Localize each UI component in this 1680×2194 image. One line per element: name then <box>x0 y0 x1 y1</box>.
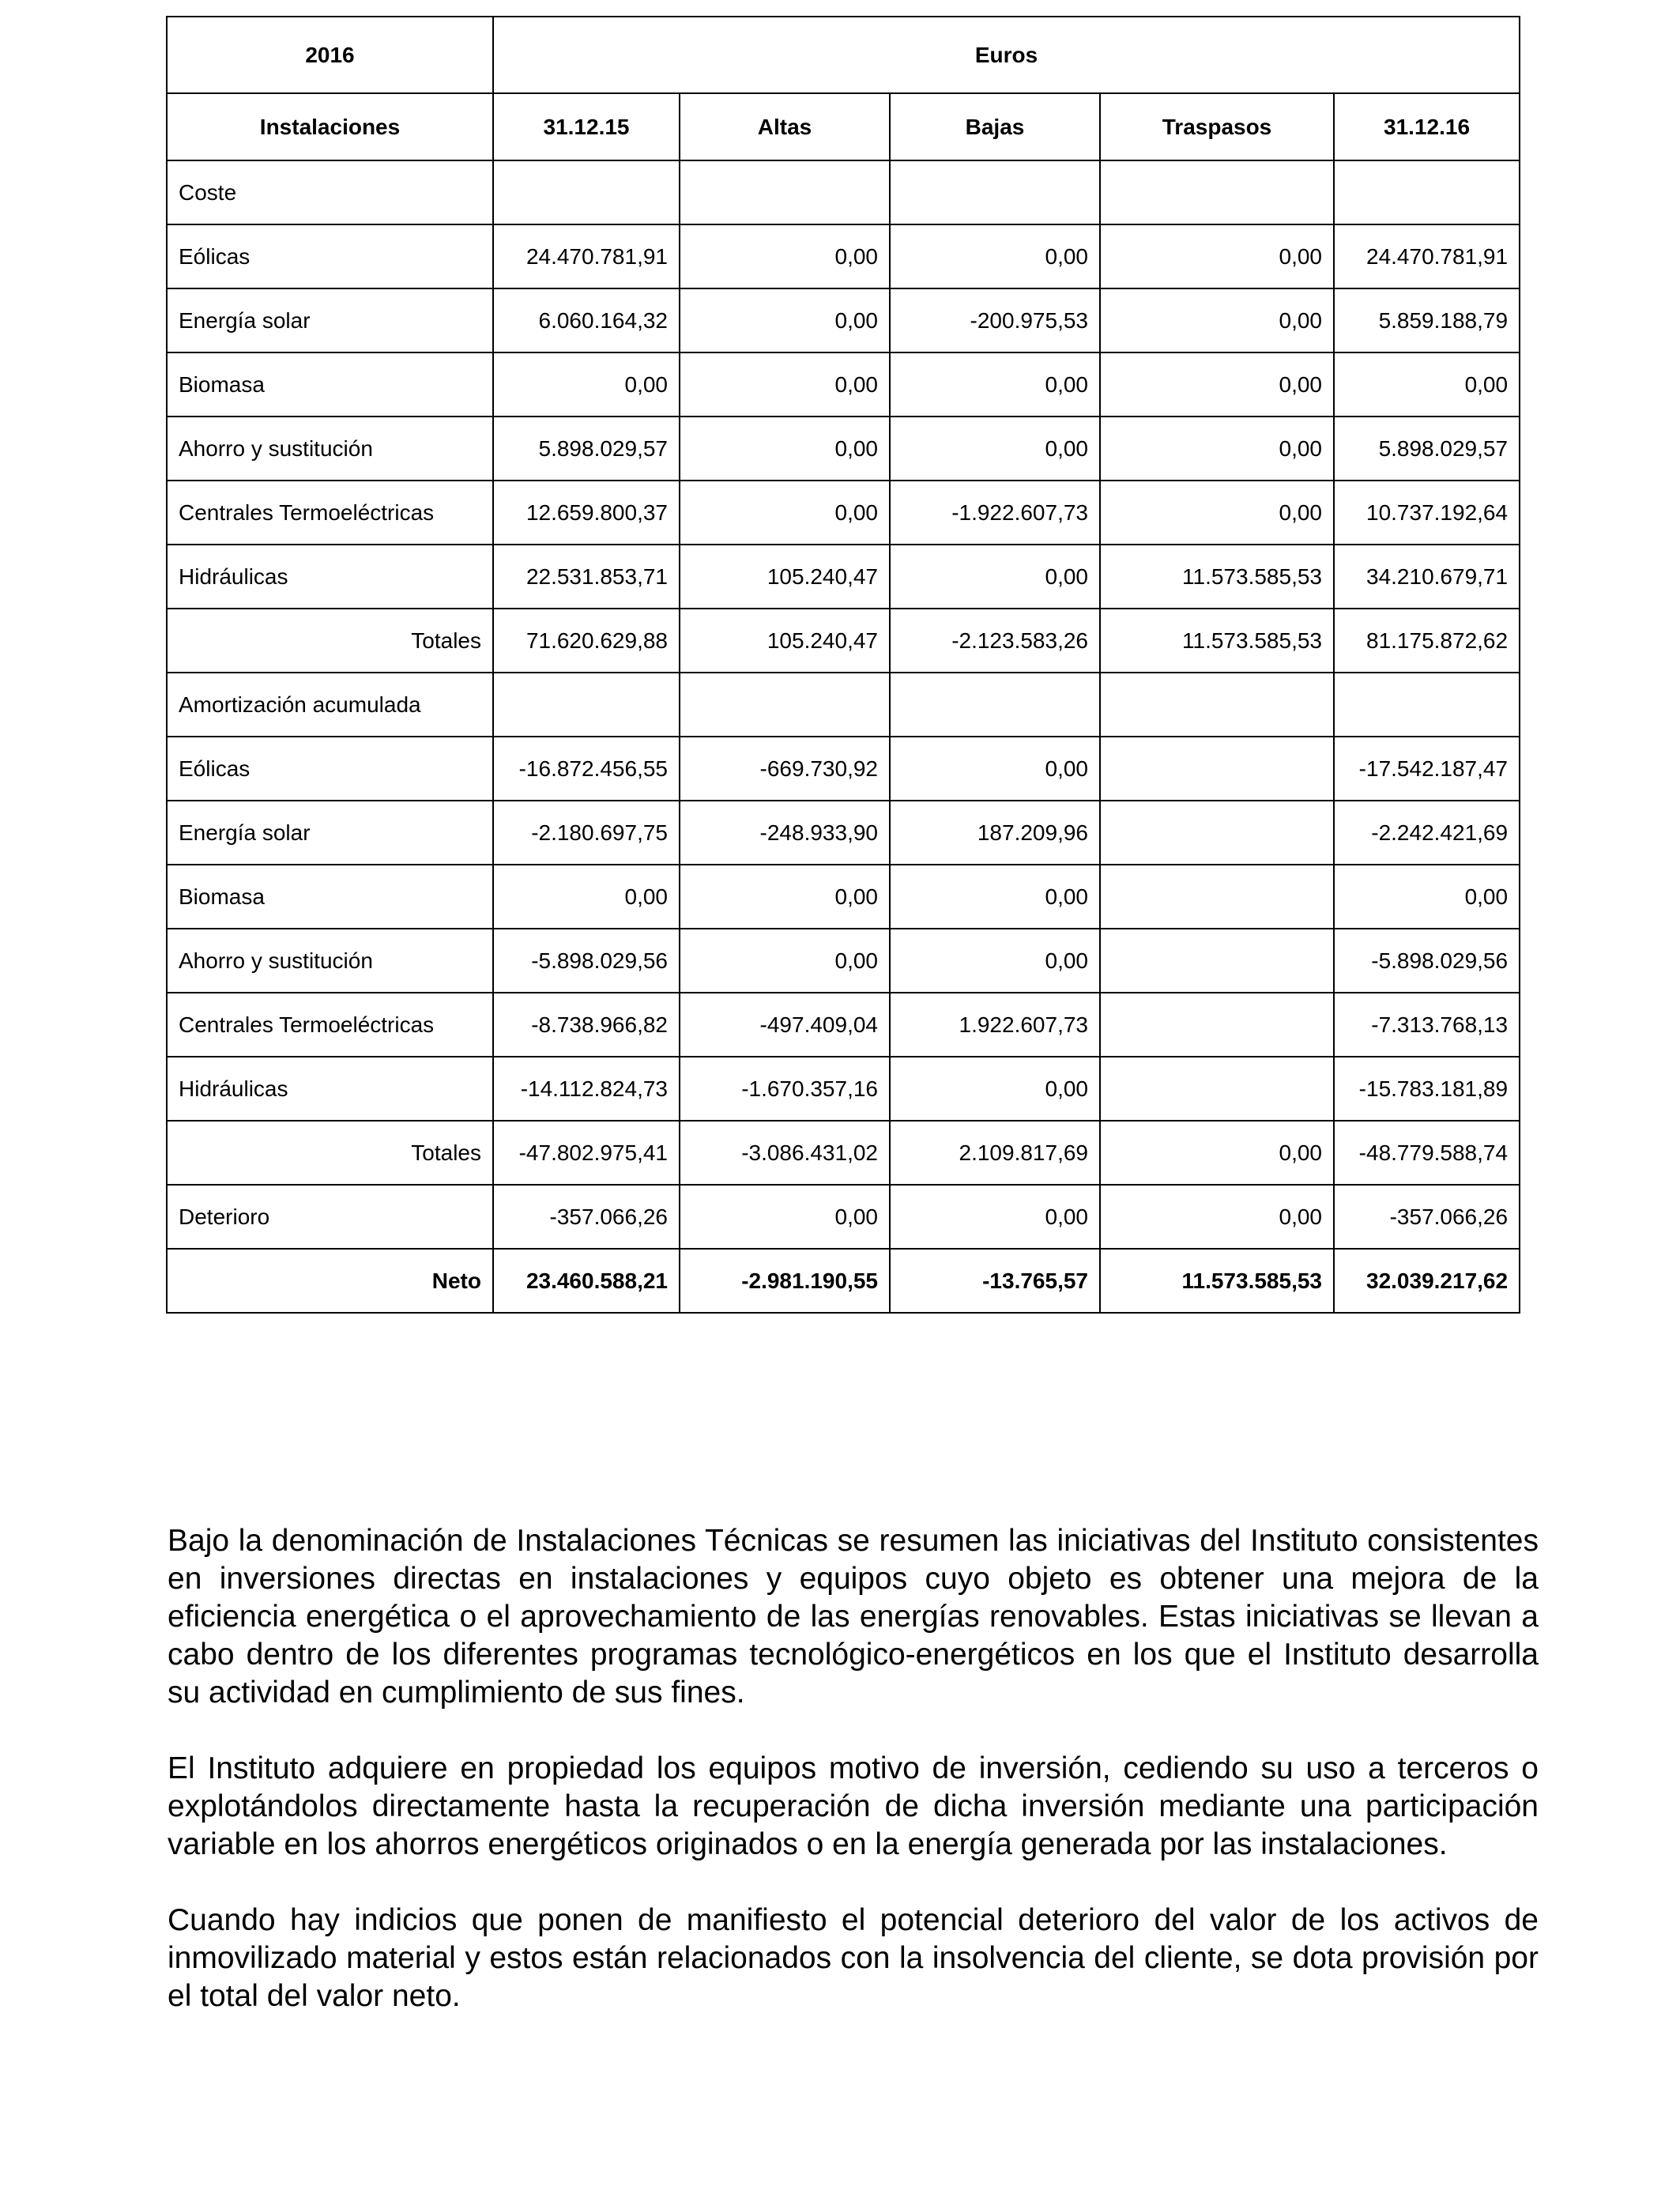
cell-value: 105.240,47 <box>680 609 890 673</box>
cell-value: 0,00 <box>680 288 890 352</box>
column-header: Traspasos <box>1100 93 1334 160</box>
row-label: Centrales Termoeléctricas <box>167 481 493 545</box>
cell-value: -357.066,26 <box>493 1185 680 1249</box>
fixed-assets-table <box>166 16 1520 1314</box>
cell-value: 32.039.217,62 <box>1334 1249 1520 1313</box>
column-header: 31.12.16 <box>1334 93 1520 160</box>
cell-value <box>493 673 680 737</box>
body-text <box>168 1522 1539 2053</box>
cell-value <box>493 160 680 224</box>
cell-value: 23.460.588,21 <box>493 1249 680 1313</box>
section-row <box>167 160 1520 224</box>
cell-value: 0,00 <box>890 929 1100 993</box>
cell-value: 0,00 <box>680 929 890 993</box>
table-row <box>167 929 1520 993</box>
cell-value: 11.573.585,53 <box>1100 1249 1334 1313</box>
cell-value: 81.175.872,62 <box>1334 609 1520 673</box>
cell-value: -5.898.029,56 <box>1334 929 1520 993</box>
cell-value <box>890 673 1100 737</box>
cell-value: 22.531.853,71 <box>493 545 680 609</box>
row-label: Amortización acumulada <box>167 673 493 737</box>
cell-value: -1.922.607,73 <box>890 481 1100 545</box>
cell-value: -48.779.588,74 <box>1334 1121 1520 1185</box>
row-label: Biomasa <box>167 865 493 929</box>
table-row <box>167 993 1520 1057</box>
cell-value: -3.086.431,02 <box>680 1121 890 1185</box>
cell-value: 0,00 <box>890 1057 1100 1121</box>
cell-value: -200.975,53 <box>890 288 1100 352</box>
cell-value: 2.109.817,69 <box>890 1121 1100 1185</box>
cell-value: 71.620.629,88 <box>493 609 680 673</box>
paragraph: El Instituto adquiere en propiedad los equipos motivo de inversión, cediendo su uso a terceros o explotándolos directamente hasta la recuperación de dicha inversión mediante una participación variable en los ahorros energéticos originados o en la energía generada por las instalaciones. <box>168 1751 1539 1861</box>
cell-value: 0,00 <box>680 865 890 929</box>
row-label: Totales <box>167 1121 493 1185</box>
cell-value: -17.542.187,47 <box>1334 737 1520 801</box>
cell-value: 5.898.029,57 <box>1334 417 1520 481</box>
cell-value: 24.470.781,91 <box>1334 224 1520 288</box>
cell-value: -497.409,04 <box>680 993 890 1057</box>
table-row <box>167 417 1520 481</box>
cell-value: 0,00 <box>890 417 1100 481</box>
cell-value: 0,00 <box>890 224 1100 288</box>
cell-value: 0,00 <box>680 481 890 545</box>
cell-value: 0,00 <box>680 352 890 417</box>
cell-value: 0,00 <box>890 1185 1100 1249</box>
cell-value: -8.738.966,82 <box>493 993 680 1057</box>
cell-value: 105.240,47 <box>680 545 890 609</box>
cell-value: 0,00 <box>1100 288 1334 352</box>
cell-value: 0,00 <box>680 417 890 481</box>
totals-row <box>167 609 1520 673</box>
cell-value: -2.180.697,75 <box>493 801 680 865</box>
row-label: Totales <box>167 609 493 673</box>
header-row-year <box>167 17 1520 93</box>
cell-value: -7.313.768,13 <box>1334 993 1520 1057</box>
row-label: Hidráulicas <box>167 1057 493 1121</box>
section-row <box>167 673 1520 737</box>
row-label: Ahorro y sustitución <box>167 417 493 481</box>
cell-value: -5.898.029,56 <box>493 929 680 993</box>
cell-value: -2.242.421,69 <box>1334 801 1520 865</box>
table-row <box>167 545 1520 609</box>
cell-value <box>1100 993 1334 1057</box>
cell-value: 0,00 <box>1334 352 1520 417</box>
cell-value: -2.123.583,26 <box>890 609 1100 673</box>
cell-value: -357.066,26 <box>1334 1185 1520 1249</box>
cell-value: -16.872.456,55 <box>493 737 680 801</box>
table-row <box>167 288 1520 352</box>
cell-value <box>680 160 890 224</box>
cell-value: 1.922.607,73 <box>890 993 1100 1057</box>
cell-value: -669.730,92 <box>680 737 890 801</box>
cell-value <box>1100 737 1334 801</box>
cell-value: 0,00 <box>493 352 680 417</box>
row-label: Eólicas <box>167 737 493 801</box>
cell-value: -248.933,90 <box>680 801 890 865</box>
row-label: Centrales Termoeléctricas <box>167 993 493 1057</box>
cell-value: 11.573.585,53 <box>1100 609 1334 673</box>
row-label: Hidráulicas <box>167 545 493 609</box>
row-label: Biomasa <box>167 352 493 417</box>
column-header: Altas <box>680 93 890 160</box>
cell-value: 0,00 <box>1100 352 1334 417</box>
table-row <box>167 1057 1520 1121</box>
cell-value: -47.802.975,41 <box>493 1121 680 1185</box>
column-header: 31.12.15 <box>493 93 680 160</box>
cell-value: 6.060.164,32 <box>493 288 680 352</box>
cell-value <box>1100 929 1334 993</box>
cell-value: 0,00 <box>1100 224 1334 288</box>
paragraph: Bajo la denominación de Instalaciones Técnicas se resumen las iniciativas del Instituto consistentes en inversiones directas en instalaciones y equipos cuyo objeto es obtener una mejora de la eficiencia energética o el aprovechamiento de las energías renovables. Estas iniciativas se llevan a cabo dentro de los diferentes programas tecnológico-energéticos en los que el Instituto desarrolla su actividad en cumplimiento de sus fines. <box>168 1524 1539 1710</box>
cell-value: 5.898.029,57 <box>493 417 680 481</box>
cell-value <box>1100 1057 1334 1121</box>
cell-value: 0,00 <box>1334 865 1520 929</box>
cell-value: 0,00 <box>1100 1185 1334 1249</box>
table-row <box>167 352 1520 417</box>
cell-value: 0,00 <box>890 865 1100 929</box>
row-label: Deterioro <box>167 1185 493 1249</box>
cell-value: 0,00 <box>680 1185 890 1249</box>
currency-header: Euros <box>493 17 1520 93</box>
table-row <box>167 737 1520 801</box>
cell-value: 187.209,96 <box>890 801 1100 865</box>
cell-value: 0,00 <box>1100 417 1334 481</box>
header-row-columns <box>167 93 1520 160</box>
cell-value: 0,00 <box>680 224 890 288</box>
row-label: Energía solar <box>167 801 493 865</box>
net-row <box>167 1249 1520 1313</box>
cell-value: -15.783.181,89 <box>1334 1057 1520 1121</box>
cell-value: -2.981.190,55 <box>680 1249 890 1313</box>
cell-value <box>1100 160 1334 224</box>
cell-value: -1.670.357,16 <box>680 1057 890 1121</box>
cell-value: 12.659.800,37 <box>493 481 680 545</box>
cell-value <box>1334 673 1520 737</box>
cell-value <box>1100 673 1334 737</box>
table-row <box>167 224 1520 288</box>
cell-value: 34.210.679,71 <box>1334 545 1520 609</box>
cell-value <box>680 673 890 737</box>
table-row <box>167 801 1520 865</box>
cell-value: 0,00 <box>1100 1121 1334 1185</box>
cell-value <box>1100 801 1334 865</box>
cell-value <box>1334 160 1520 224</box>
cell-value: 5.859.188,79 <box>1334 288 1520 352</box>
cell-value: 0,00 <box>493 865 680 929</box>
cell-value: 10.737.192,64 <box>1334 481 1520 545</box>
column-header: Instalaciones <box>167 93 493 160</box>
cell-value: 24.470.781,91 <box>493 224 680 288</box>
row-label: Coste <box>167 160 493 224</box>
totals-row <box>167 1121 1520 1185</box>
cell-value <box>1100 865 1334 929</box>
row-label: Ahorro y sustitución <box>167 929 493 993</box>
year-header: 2016 <box>167 17 493 93</box>
cell-value: -14.112.824,73 <box>493 1057 680 1121</box>
table-row <box>167 481 1520 545</box>
column-header: Bajas <box>890 93 1100 160</box>
cell-value: 0,00 <box>890 737 1100 801</box>
row-label: Eólicas <box>167 224 493 288</box>
cell-value: 0,00 <box>890 352 1100 417</box>
row-label: Energía solar <box>167 288 493 352</box>
table-row <box>167 865 1520 929</box>
paragraph: Cuando hay indicios que ponen de manifiesto el potencial deterioro del valor de los activos de inmovilizado material y estos están relacionados con la insolvencia del cliente, se dota provisión por el total del valor neto. <box>168 1903 1539 2013</box>
cell-value: 0,00 <box>890 545 1100 609</box>
cell-value <box>890 160 1100 224</box>
cell-value: 0,00 <box>1100 481 1334 545</box>
cell-value: 11.573.585,53 <box>1100 545 1334 609</box>
table-row <box>167 1185 1520 1249</box>
row-label: Neto <box>167 1249 493 1313</box>
cell-value: -13.765,57 <box>890 1249 1100 1313</box>
